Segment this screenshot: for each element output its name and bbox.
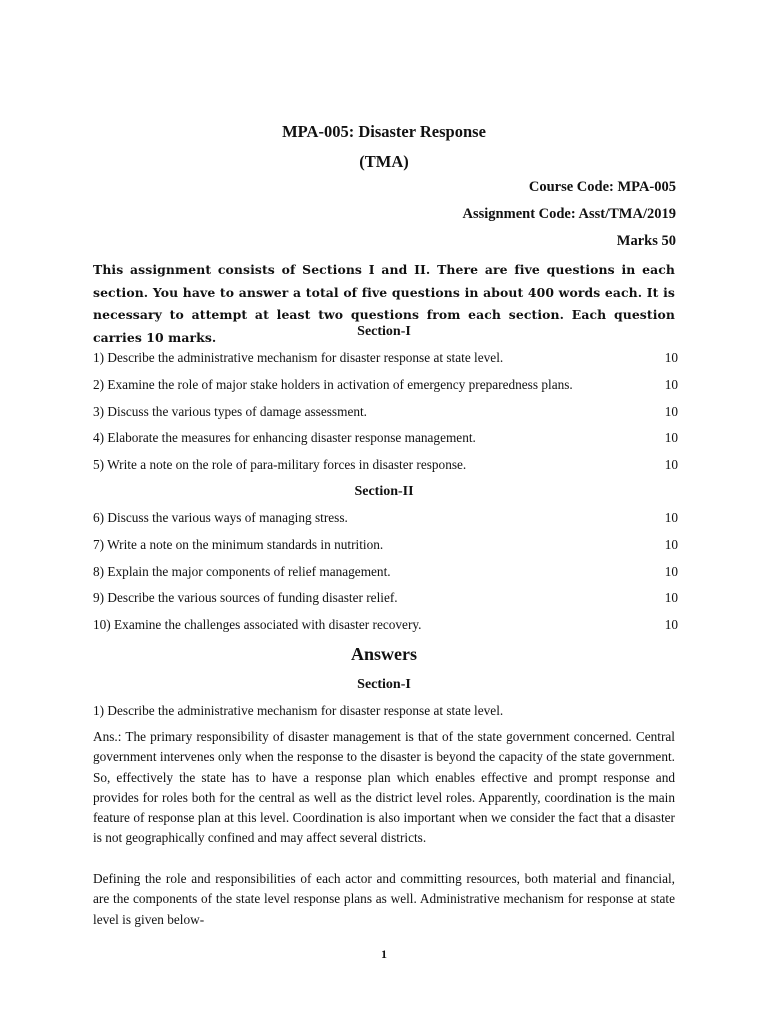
assignment-code: Assignment Code: Asst/TMA/2019 bbox=[462, 206, 676, 222]
answers-section-heading: Section-I bbox=[357, 677, 411, 692]
question-row bbox=[93, 430, 678, 450]
question-marks: 10 bbox=[664, 590, 678, 605]
question-text: 5) Write a note on the role of para-military forces in disaster response. bbox=[93, 457, 467, 472]
question-marks: 10 bbox=[664, 430, 678, 445]
answer-paragraph-2: Defining the role and responsibilities of each actor and committing resources, both material and financial, are the components of the state level response plans as well. Administrative mechanism for response at state level is given below- bbox=[93, 871, 675, 927]
question-row bbox=[93, 404, 678, 424]
question-text: 4) Elaborate the measures for enhancing disaster response management. bbox=[93, 430, 476, 445]
question-row bbox=[93, 510, 678, 530]
section-1-heading: Section-I bbox=[357, 324, 411, 339]
document-title: MPA-005: Disaster Response bbox=[282, 122, 486, 141]
instructions-paragraph: This assignment consists of Sections I and II. There are five questions in each section. You have to answer a total of five questions in about 400 words each. It is necessary to attempt at least two questions from each section. Each question carries 10 marks. bbox=[93, 262, 675, 345]
answer-paragraph-1: Ans.: The primary responsibility of disaster management is that of the state government concerned. Central government intervenes only when the response to the disaster is beyond the capacity of the state government. So, effectively the state has to have a response plan which enables effective and prompt response and provides for roles both for the central as well as the district level roles. Apparently, coordination is the main feature of response plan at this level. Coordination is also important when we consider the fact that a disaster is not geographically confined and may affect several districts. bbox=[93, 729, 675, 846]
marks-total: Marks 50 bbox=[616, 233, 676, 249]
question-row bbox=[93, 537, 678, 557]
question-text: 9) Describe the various sources of funding disaster relief. bbox=[93, 590, 398, 605]
section-2-heading: Section-II bbox=[354, 484, 414, 499]
question-marks: 10 bbox=[664, 510, 678, 525]
question-text: 1) Describe the administrative mechanism for disaster response at state level. bbox=[93, 350, 504, 365]
question-row bbox=[93, 590, 678, 610]
question-text: 2) Examine the role of major stake holders in activation of emergency preparedness plans. bbox=[93, 377, 573, 392]
question-marks: 10 bbox=[664, 564, 678, 579]
page-number: 1 bbox=[381, 947, 387, 961]
course-code: Course Code: MPA-005 bbox=[528, 179, 676, 195]
question-row bbox=[93, 350, 678, 370]
question-text: 6) Discuss the various ways of managing stress. bbox=[93, 510, 348, 525]
question-marks: 10 bbox=[664, 377, 678, 392]
question-marks: 10 bbox=[664, 404, 678, 419]
question-text: 7) Write a note on the minimum standards in nutrition. bbox=[93, 537, 384, 552]
question-marks: 10 bbox=[664, 350, 678, 365]
question-row bbox=[93, 564, 678, 584]
question-marks: 10 bbox=[664, 537, 678, 552]
question-row bbox=[93, 617, 678, 637]
question-marks: 10 bbox=[664, 617, 678, 632]
question-text: 3) Discuss the various types of damage assessment. bbox=[93, 404, 368, 419]
question-text: 10) Examine the challenges associated with disaster recovery. bbox=[93, 617, 422, 632]
answers-heading: Answers bbox=[351, 644, 417, 664]
question-text: 8) Explain the major components of relief management. bbox=[93, 564, 391, 579]
document-subtitle: (TMA) bbox=[359, 152, 409, 171]
question-marks: 10 bbox=[664, 457, 678, 472]
question-row bbox=[93, 457, 678, 477]
question-row bbox=[93, 377, 678, 397]
answer-question-text: 1) Describe the administrative mechanism for disaster response at state level. bbox=[93, 703, 504, 718]
